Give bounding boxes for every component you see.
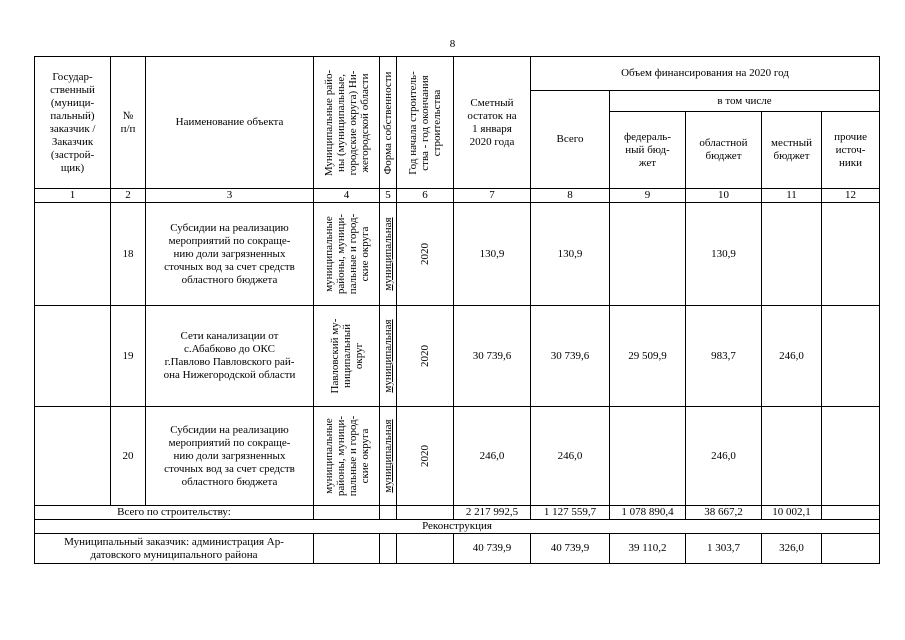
- construction-funding-table: [34, 56, 880, 564]
- empty-cell: [397, 506, 454, 520]
- header-estimate-balance: Сметный остаток на 1 января 2020 года: [454, 57, 531, 189]
- column-number: 9: [610, 189, 686, 203]
- total-label: Всего по строительству:: [35, 506, 314, 520]
- empty-cell: [380, 534, 397, 564]
- local-value: 246,0: [762, 306, 822, 407]
- header-customer: Государ- ственный (муници- пальный) заказчик / Заказчик (застрой- щик): [35, 57, 111, 189]
- year-cell: 2020: [397, 203, 454, 306]
- local-value: [762, 203, 822, 306]
- total-value: 30 739,6: [531, 306, 610, 407]
- header-local-budget: местный бюджет: [762, 112, 822, 189]
- table-row: [35, 306, 880, 407]
- header-municipality: Муниципальные райо- ны (муниципальные, городские округа) Ни- жегородской области: [314, 57, 380, 189]
- total-value: 130,9: [531, 203, 610, 306]
- total-estimate: 2 217 992,5: [454, 506, 531, 520]
- column-number: 5: [380, 189, 397, 203]
- column-number: 10: [686, 189, 762, 203]
- header-including: в том числе: [610, 91, 880, 112]
- customer-cell: [35, 306, 111, 407]
- column-number: 4: [314, 189, 380, 203]
- column-number: 8: [531, 189, 610, 203]
- table-row: [35, 203, 880, 306]
- municipality-cell: муниципальные районы, муници- пальные и город- ские округа: [314, 203, 380, 306]
- empty-cell: [314, 534, 380, 564]
- customer-estimate: 40 739,9: [454, 534, 531, 564]
- column-number: 3: [146, 189, 314, 203]
- row-number: 20: [111, 407, 146, 506]
- other-value: [822, 203, 880, 306]
- regional-value: 246,0: [686, 407, 762, 506]
- regional-value: 983,7: [686, 306, 762, 407]
- estimate-value: 30 739,6: [454, 306, 531, 407]
- header-regional-budget: областной бюджет: [686, 112, 762, 189]
- header-construction-years: Год начала строитель- ства - год окончания строительства: [397, 57, 454, 189]
- page-number: 8: [449, 38, 456, 50]
- object-name: Субсидии на реализацию мероприятий по сокраще- нию доли загрязненных сточных вод за счет средств областного бюджета: [146, 407, 314, 506]
- customer-regional: 1 303,7: [686, 534, 762, 564]
- total-total: 1 127 559,7: [531, 506, 610, 520]
- customer-row: [35, 534, 880, 564]
- customer-local: 326,0: [762, 534, 822, 564]
- header-total: Всего: [531, 91, 610, 189]
- federal-value: [610, 203, 686, 306]
- ownership-cell: муниципальная: [380, 407, 397, 506]
- estimate-value: 130,9: [454, 203, 531, 306]
- other-value: [822, 306, 880, 407]
- column-number: 6: [397, 189, 454, 203]
- empty-cell: [397, 534, 454, 564]
- row-number: 18: [111, 203, 146, 306]
- header-federal-budget: федераль- ный бюд- жет: [610, 112, 686, 189]
- column-numbers-row: [35, 189, 880, 203]
- column-number: 1: [35, 189, 111, 203]
- section-title: Реконструкция: [35, 520, 880, 534]
- year-cell: 2020: [397, 407, 454, 506]
- total-row: [35, 506, 880, 520]
- local-value: [762, 407, 822, 506]
- year-cell: 2020: [397, 306, 454, 407]
- header-number: № п/п: [111, 57, 146, 189]
- section-row: [35, 520, 880, 534]
- table-row: [35, 407, 880, 506]
- header-other-sources: прочие источ- ники: [822, 112, 880, 189]
- empty-cell: [314, 506, 380, 520]
- customer-other: [822, 534, 880, 564]
- ownership-cell: муниципальная: [380, 203, 397, 306]
- customer-cell: [35, 407, 111, 506]
- ownership-cell: муниципальная: [380, 306, 397, 407]
- customer-label: Муниципальный заказчик: администрация Ар- датовского муниципального района: [35, 534, 314, 564]
- object-name: Сети канализации от с.Абабково до ОКС г.Павлово Павловского рай- она Нижегородской области: [146, 306, 314, 407]
- municipality-cell: муниципальные районы, муници- пальные и город- ские округа: [314, 407, 380, 506]
- total-regional: 38 667,2: [686, 506, 762, 520]
- customer-cell: [35, 203, 111, 306]
- other-value: [822, 407, 880, 506]
- empty-cell: [380, 506, 397, 520]
- estimate-value: 246,0: [454, 407, 531, 506]
- total-other: [822, 506, 880, 520]
- regional-value: 130,9: [686, 203, 762, 306]
- column-number: 11: [762, 189, 822, 203]
- total-value: 246,0: [531, 407, 610, 506]
- header-funding-volume: Объем финансирования на 2020 год: [531, 57, 880, 91]
- row-number: 19: [111, 306, 146, 407]
- total-federal: 1 078 890,4: [610, 506, 686, 520]
- federal-value: [610, 407, 686, 506]
- customer-total: 40 739,9: [531, 534, 610, 564]
- column-number: 2: [111, 189, 146, 203]
- header-object-name: Наименование объекта: [146, 57, 314, 189]
- municipality-cell: Павловский му- ниципальный округ: [314, 306, 380, 407]
- column-number: 12: [822, 189, 880, 203]
- customer-federal: 39 110,2: [610, 534, 686, 564]
- header-ownership: Форма собственности: [380, 57, 397, 189]
- column-number: 7: [454, 189, 531, 203]
- total-local: 10 002,1: [762, 506, 822, 520]
- object-name: Субсидии на реализацию мероприятий по сокраще- нию доли загрязненных сточных вод за счет средств областного бюджета: [146, 203, 314, 306]
- federal-value: 29 509,9: [610, 306, 686, 407]
